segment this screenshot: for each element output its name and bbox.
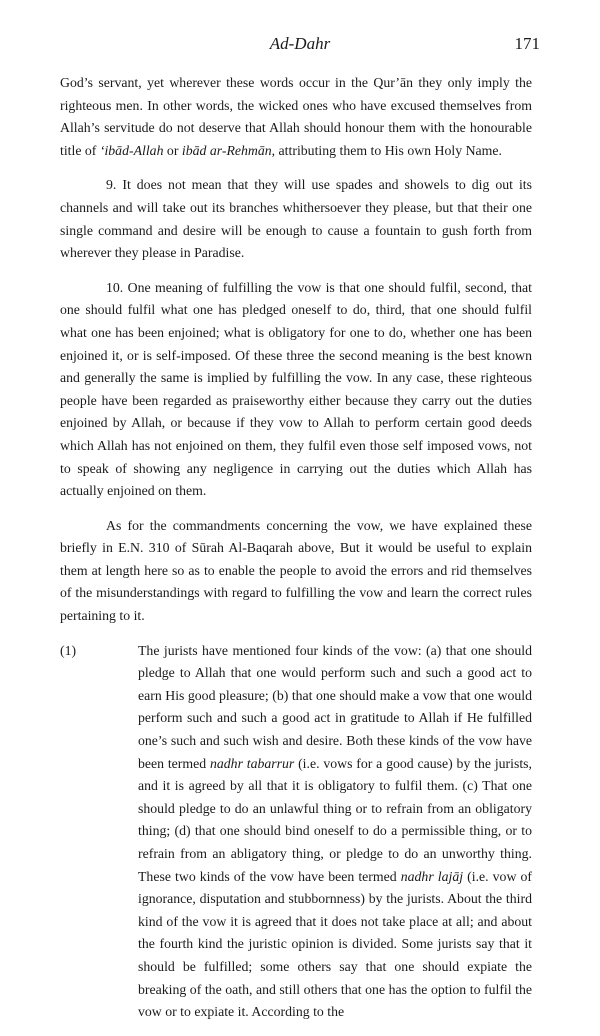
- page-header: [60, 34, 540, 58]
- term-ibad-ar-rehman: ibād ar-Rehmān: [181, 142, 272, 158]
- term-nadhr-lajaj: nadhr lajāj: [400, 868, 464, 884]
- note-10-paragraph: 10. One meaning of fulfilling the vow is that one should fulfil, second, that one should fulfil what one has pledged oneself to do, third, that one should fulfil what one has been enjoined; what is obligatory for one to do, whether one has been enjoined it, or is self-imposed. Of these three the second meaning is the best known and generally the same is implied by fulfilling the vow. In any case, these righteous people have been regarded as praiseworthy either because they carry out the duties enjoined by Allah, or because if they vow to Allah to perform certain good deeds which Allah has not enjoined on them, they fulfil even those self imposed vows, not to speak of showing any negligence in carrying out the duties which Allah has actually enjoined on them.: [60, 279, 532, 499]
- page-number: 171: [514, 34, 540, 53]
- term-ibad-allah: ‘ibād-Allah: [99, 142, 164, 158]
- running-title: Ad-Dahr: [269, 34, 331, 53]
- term-nadhr-tabarrur: nadhr tabarrur: [209, 755, 295, 771]
- list-item-text: The jurists have mentioned four kinds of the vow: (a) that one should pledge to Allah that one would perform such and such a good act to earn His good pleasure; (b) that one should make a vow that one would perform such and such a good act in gratitude to Allah if He fulfilled one’s such and such wish and desire. Both these kinds of the vow have been termed nadhr tabarrur (i.e. vows for a good cause) by the jurists, and it is agreed by all that it is obligatory to fulfil them. (c) That one should pledge to do an unlawful thing or to refrain from an obligatory thing; (d) that one should bind oneself to do a permissible thing, or to refrain from an abligatory thing, or pledge to do an unworthy thing. These two kinds of the vow have been termed nadhr lajāj (i.e. vow of ignorance, disputation and stubbornness) by the jurists. About the third kind of the vow it is agreed that it does not take place at all; and about the fourth kind the juristic opinion is divided. Some jurists say that it should be fulfilled; some others say that one should expiate the breaking of the oath, and still others that one has the option to fulfil the vow or to expiate it. According to the: [138, 642, 532, 1020]
- list-item-number: (1): [60, 642, 77, 658]
- commandments-paragraph: As for the commandments concerning the vow, we have explained these briefly in E.N. 310 of Sūrah Al-Baqarah above, But it would be useful to explain them at length here so as to enable the people to avoid the errors and rid themselves of the misunderstandings with regard to fulfilling the vow and learn the correct rules pertaining to it.: [60, 517, 532, 624]
- paragraph-continuation: God’s servant, yet wherever these words occur in the Qur’ān they only imply the righteous men. In other words, the wicked ones who have excused themselves from Allah’s servitude do not deserve that Allah should honour them with the honourable title of ‘ibād-Allah or ibād ar-Rehmān, attributing them to His own Holy Name.: [60, 75, 532, 158]
- page-body: [60, 72, 532, 1036]
- list-item-1: [60, 640, 532, 1036]
- note-9-paragraph: 9. It does not mean that they will use spades and showels to dig out its channels and will take out its branches whithersoever they please, but that their one single command and desire will be enough to cause a fountain to gush forth from wherever they please in Paradise.: [60, 177, 532, 261]
